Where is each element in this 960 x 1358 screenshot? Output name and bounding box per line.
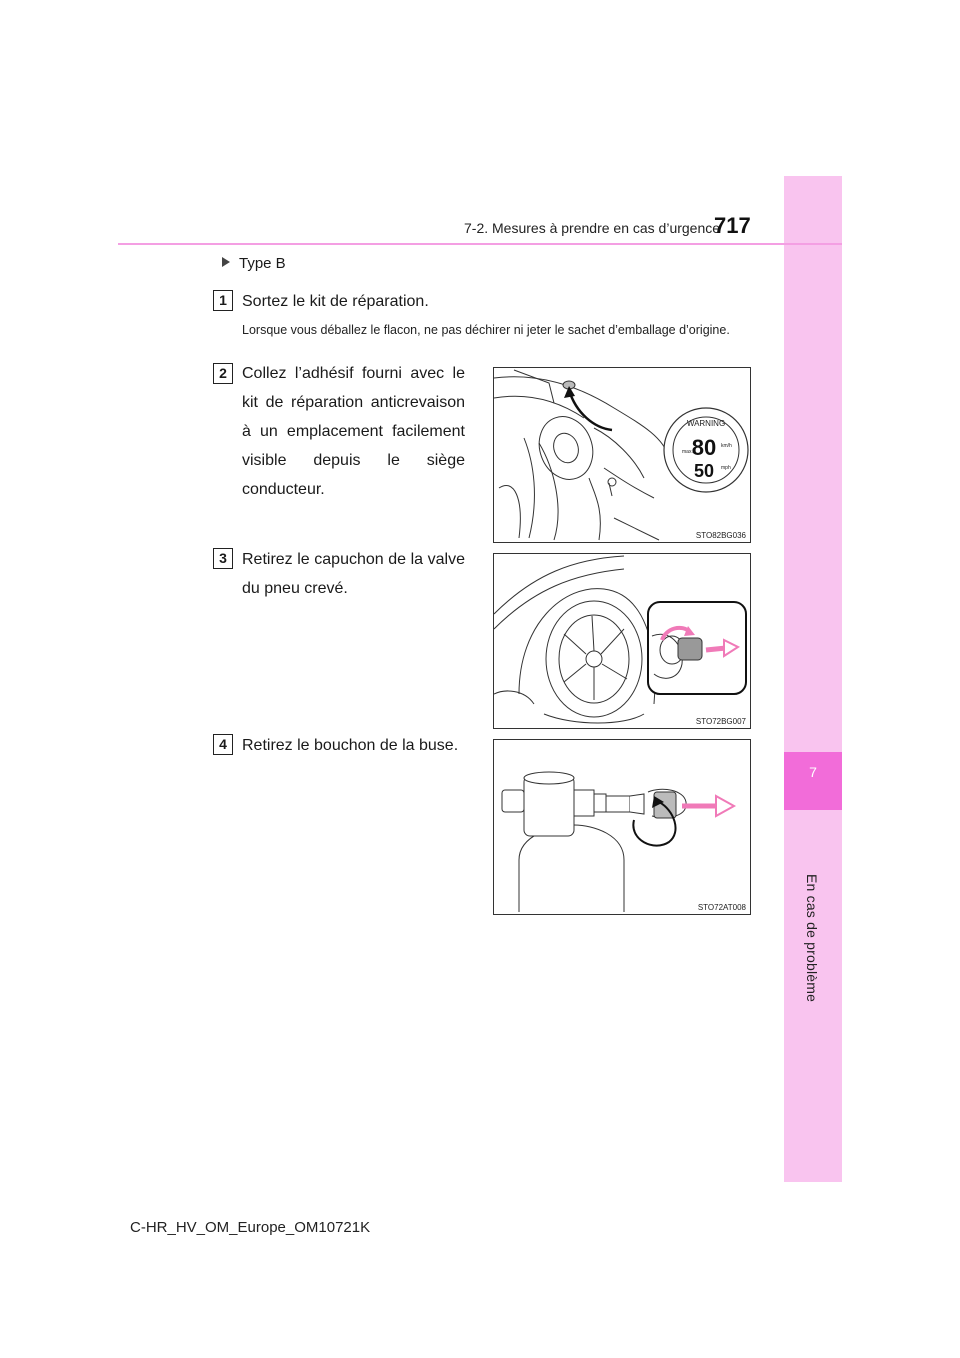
section-title: 7-2. Mesures à prendre en cas d’urgence (464, 220, 721, 236)
sticker-unit-mph: mph (721, 465, 731, 471)
figure-code: STO72BG007 (695, 717, 746, 726)
figure-valve-cap (493, 553, 751, 729)
step-1-note: Lorsque vous déballez le flacon, ne pas déchirer ni jeter le sachet d’emballage d’origine. (242, 323, 730, 337)
page-number: 717 (714, 213, 751, 238)
figure-dashboard-sticker (493, 367, 751, 543)
step-3-text: Retirez le capuchon de la valve du pneu crevé. (242, 551, 465, 597)
triangle-bullet-icon (222, 257, 230, 267)
sticker-speed-kmh: 80 (691, 435, 717, 460)
sticker-title: WARNING (686, 419, 726, 428)
figure-nozzle-cap (493, 739, 751, 915)
chapter-title: En cas de problème (804, 874, 820, 1003)
type-label: Type B (239, 255, 286, 272)
step-number-3: 3 (213, 548, 233, 569)
dashboard-illustration (494, 368, 750, 542)
step-1-text: Sortez le kit de réparation. (242, 293, 429, 310)
figure-code: STO72AT008 (697, 903, 746, 912)
sticker-speed-mph: 50 (693, 461, 715, 481)
step-number-4: 4 (213, 734, 233, 755)
step-number-2: 2 (213, 363, 233, 384)
chapter-number: 7 (809, 764, 817, 780)
figure-code: STO82BG036 (695, 531, 746, 540)
header-rule (118, 243, 842, 245)
tire-valve-illustration (494, 554, 750, 728)
type-label-line (222, 255, 286, 272)
step-4-text: Retirez le bouchon de la buse. (242, 737, 459, 754)
nozzle-illustration (494, 740, 750, 914)
chapter-side-tab (784, 176, 842, 1182)
document-id: C-HR_HV_OM_Europe_OM10721K (130, 1219, 371, 1236)
chapter-number-block (784, 752, 842, 810)
step-number-1: 1 (213, 290, 233, 311)
sticker-unit-kmh: km/h (721, 443, 732, 449)
sticker-max-label: max. (682, 449, 693, 455)
step-2-text: Collez l’adhésif fourni avec le kit de réparation anticrevaison à un emplacement facilement visible depuis le siège conducteur. (242, 365, 465, 498)
